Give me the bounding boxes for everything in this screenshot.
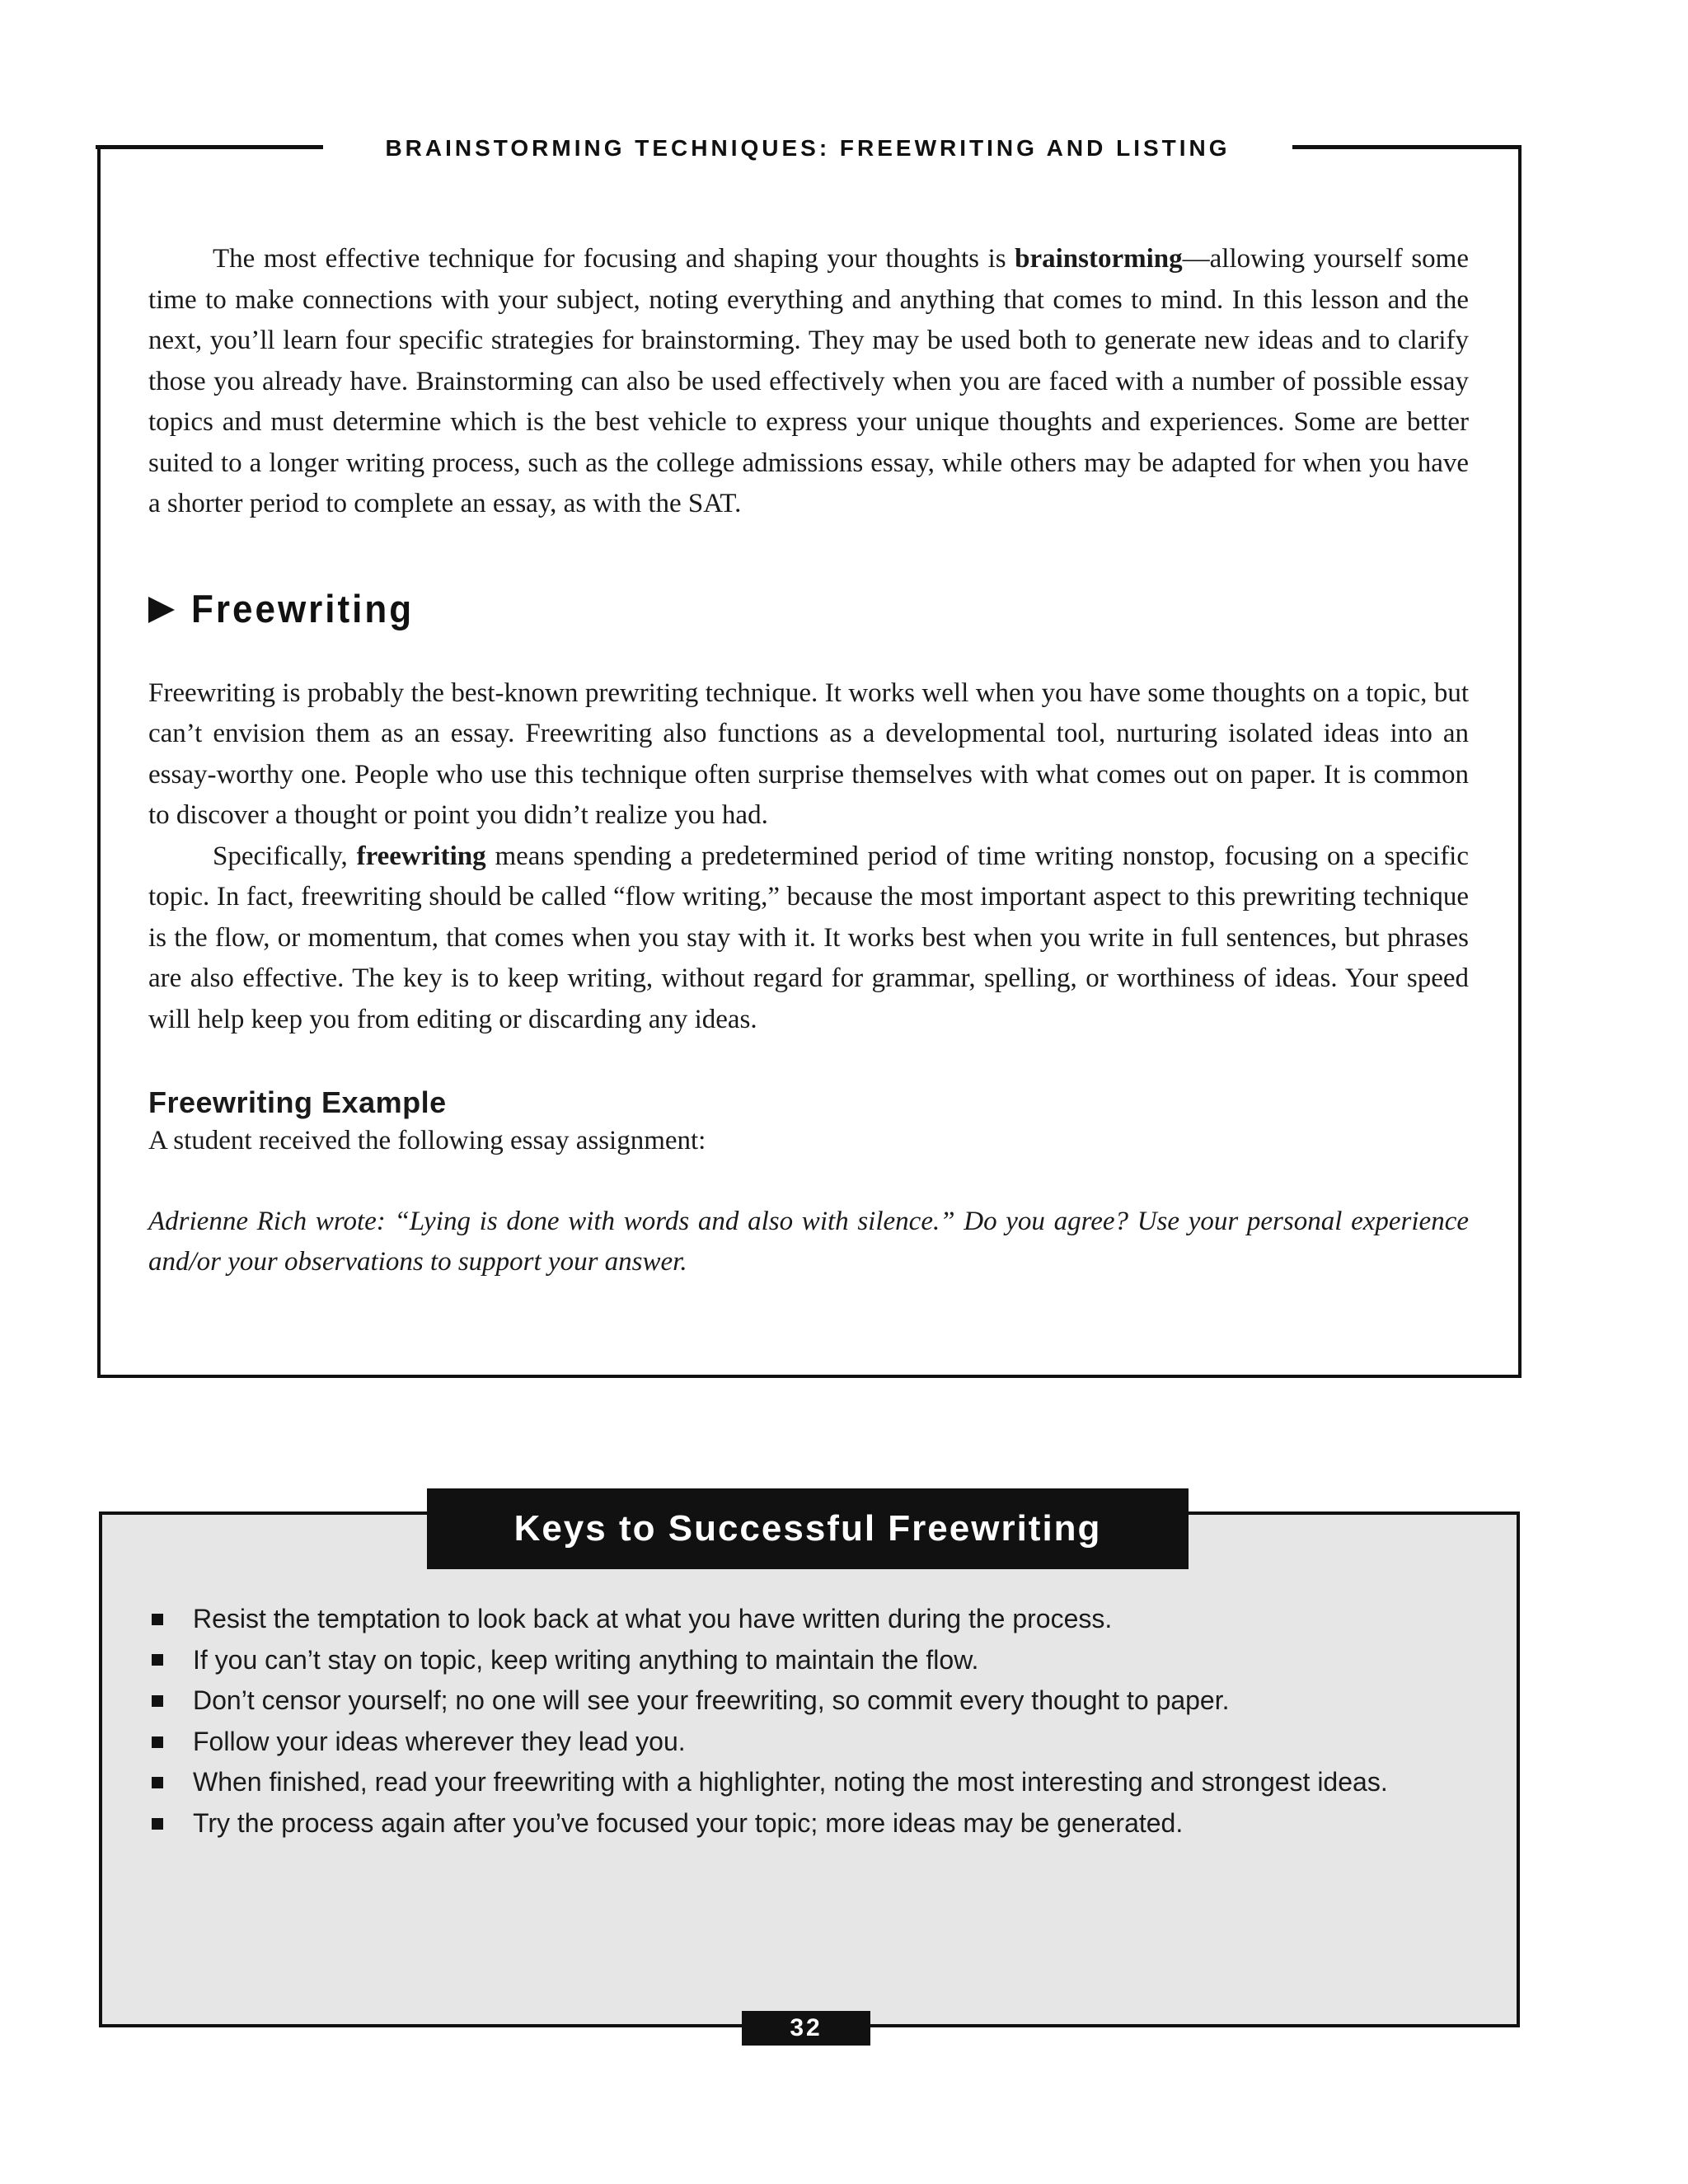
para2-text-before: Specifically, [213,841,357,871]
list-item [148,1640,1484,1681]
section-heading [148,589,1469,630]
intro-text-before: The most effective technique for focusing and shaping your thoughts is [213,244,1015,274]
freewriting-paragraph-1: Freewriting is probably the best-known prewriting technique. It works well when you have some thoughts on a topic, but can’t envision them as an essay. Freewriting also functions as a developmental tool, nurturing isolated ideas into an essay-worthy one. People who use this technique often surprise themselves with what comes out on paper. It is common to discover a thought or point you didn’t realize you had. [148,677,1469,830]
square-bullet-icon [152,1818,163,1830]
list-item [148,1803,1484,1844]
square-bullet-icon [152,1695,163,1707]
list-item-text: Follow your ideas wherever they lead you. [193,1726,686,1756]
list-item-text: If you can’t stay on topic, keep writing anything to maintain the flow. [193,1644,979,1675]
section-title: Freewriting [191,587,415,631]
intro-paragraph [148,239,1469,525]
keys-list [148,1599,1484,1844]
triangle-bullet-icon [148,597,175,623]
list-item-text: Try the process again after you’ve focused your topic; more ideas may be generated. [193,1807,1184,1838]
list-item-text: Resist the temptation to look back at what you have written during the process. [193,1604,1113,1633]
list-item [148,1680,1484,1722]
para2-text-after: means spending a predetermined period of time writing nonstop, focusing on a specific topic. In fact, freewriting should be called “flow writing,” because the most important aspect to this prewriting technique is the flow, or momentum, that comes when you stay with it. It works best when you write in full sentences, but phrases are also effective. The key is to keep writing, without regard for grammar, spelling, or worthiness of ideas. Your speed will help keep you from editing or discarding any ideas. [148,841,1469,1034]
example-intro: A student received the following essay assignment: [148,1126,706,1155]
example-heading: Freewriting Example [148,1085,447,1119]
example-prompt: Adrienne Rich wrote: “Lying is done with words and also with silence.” Do you agree? Use your personal experience and/or your observations to support your answer. [148,1206,1469,1277]
square-bullet-icon [152,1654,163,1666]
list-item [148,1762,1484,1803]
list-item-text: When finished, read your freewriting with a highlighter, noting the most interesting and strongest ideas. [193,1767,1388,1797]
list-item [148,1722,1484,1763]
intro-text-after: —allowing yourself some time to make connections with your subject, noting everything and anything that comes to mind. In this lesson and the next, you’ll learn four specific strategies for brainstorming. They may be used both to generate new ideas and to clarify those you already have. Brainstorming can also be used effectively when you are faced with a number of possible essay topics and must determine which is the best vehicle to express your unique thoughts and experiences. Some are better suited to a longer writing process, such as the college admissions essay, while others may be adapted for when you have a shorter period to complete an essay, as with the SAT. [148,244,1469,518]
header-rule-left [96,145,323,149]
term-brainstorming: brainstorming [1015,244,1183,274]
freewriting-paragraph-2 [148,837,1469,1041]
running-head: BRAINSTORMING TECHNIQUES: FREEWRITING AND LISTING [385,135,1231,161]
list-item-text: Don’t censor yourself; no one will see your freewriting, so commit every thought to paper. [193,1685,1230,1716]
list-item [148,1599,1484,1640]
keys-title: Keys to Successful Freewriting [427,1488,1189,1569]
header-rule-right [1292,145,1522,149]
square-bullet-icon [152,1614,163,1625]
square-bullet-icon [152,1777,163,1788]
square-bullet-icon [152,1736,163,1748]
main-content [148,239,1469,1283]
term-freewriting: freewriting [356,841,486,871]
page-number: 32 [742,2011,870,2046]
